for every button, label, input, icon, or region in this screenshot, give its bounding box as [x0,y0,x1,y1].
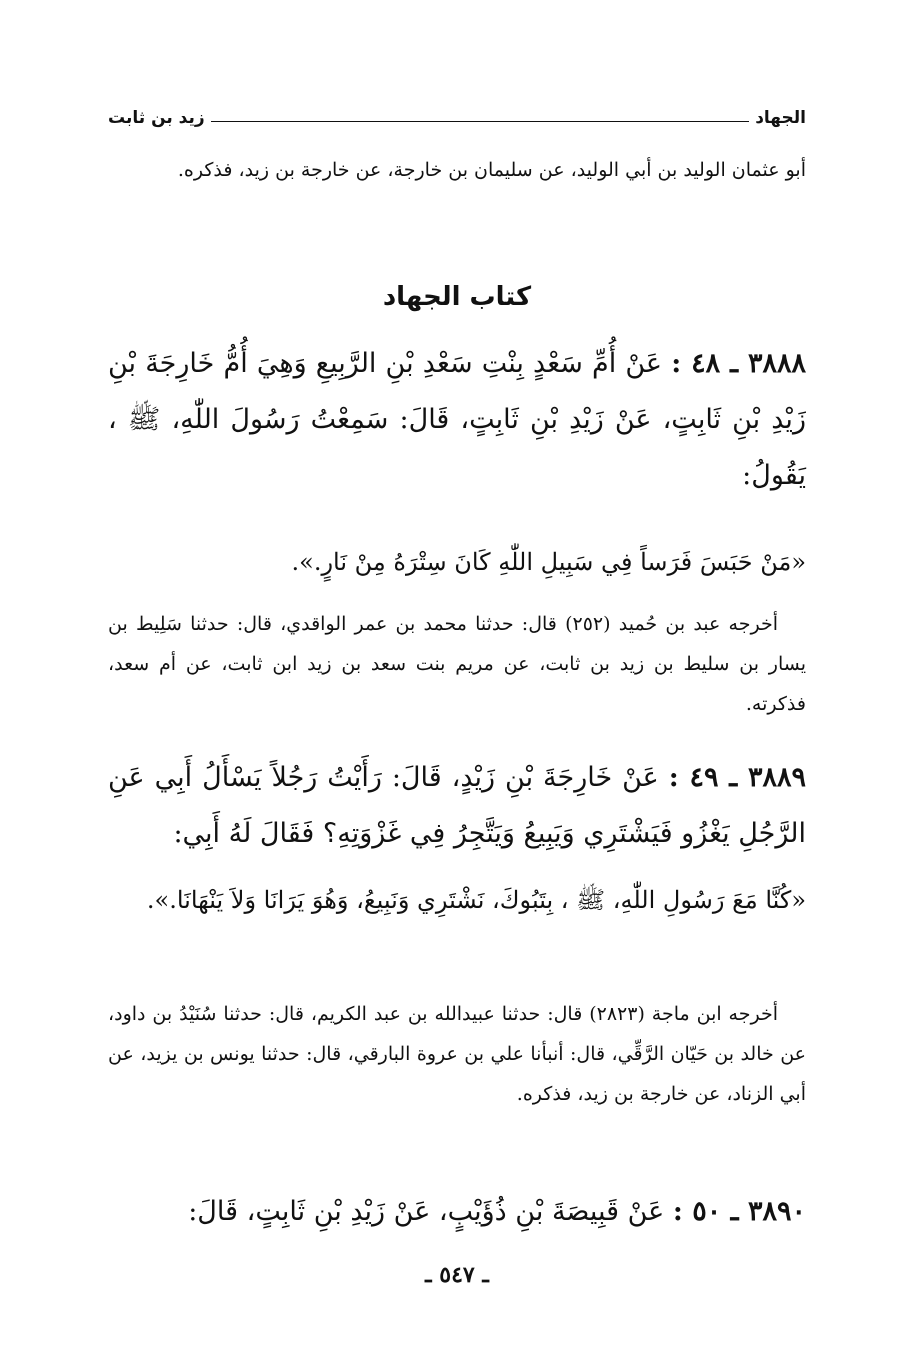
hadith-48-text: «مَنْ حَبَسَ فَرَساً فِي سَبِيلِ اللّٰهِ كَانَ سِتْرَهُ مِنْ نَارٍ.». [291,548,806,576]
hadith-49-number: ٣٨٨٩ ـ ٤٩ : [668,762,807,793]
takhrij-49: أخرجه ابن ماجة (٢٨٢٣) قال: حدثنا عبيدالله بن عبد الكريم، قال: حدثنا سُنَيْدُ بن داود، عن خالد بن حَيّان الرَّقِّي، قال: أنبأنا علي بن عروة البارقي، قال: حدثنا يونس بن يزيد، عن أبي الزناد، عن خارجة بن زيد، فذكره. [108,1003,806,1105]
hadith-50-number: ٣٨٩٠ ـ ٥٠ : [672,1196,806,1227]
header-chapter: الجهاد [755,108,806,128]
takhrij-48: أخرجه عبد بن حُميد (٢٥٢) قال: حدثنا محمد بن عمر الواقدي، قال: حدثنا سَلِيط بن يسار بن سليط بن زيد بن ثابت، عن مريم بنت سعد بن زيد ابن ثابت، عن أم سعد، فذكرته. [108,613,806,715]
header-section: زيد بن ثابت [108,108,205,128]
hadith-48 [108,336,806,504]
hadith-49-chain: عَنْ خَارِجَةَ بْنِ زَيْدٍ، قَالَ: رَأَيْتُ رَجُلاً يَسْأَلُ أَبِي عَنِ الرَّجُلِ يَغْزُو فَيَشْتَرِي وَيَبِيعُ وَيَتَّجِرُ فِي غَزْوَتِهِ؟ فَقَالَ لَهُ أَبِي: [108,762,806,849]
book-title: كتاب الجهاد [382,282,532,312]
hadith-49-text: «كُنَّا مَعَ رَسُولِ اللّٰهِ، ﷺ ، بِتَبُوكَ، نَشْتَرِي وَنَبِيعُ، وَهُوَ يَرَانَا وَلاَ يَنْهَانَا.». [146,886,806,914]
hadith-50 [108,1184,806,1240]
header-rule [211,121,750,122]
running-header [108,104,806,132]
hadith-49 [108,750,806,862]
hadith-48-chain: عَنْ أُمِّ سَعْدٍ بِنْتِ سَعْدِ بْنِ الرَّبِيعِ وَهِيَ أُمُّ خَارِجَةَ بْنِ زَيْدِ بْنِ ثَابِتٍ، عَنْ زَيْدِ بْنِ ثَابِتٍ، قَالَ: سَمِعْتُ رَسُولَ اللّٰهِ، ﷺ ، يَقُولُ: [108,348,806,491]
hadith-48-number: ٣٨٨٨ ـ ٤٨ : [671,348,807,379]
hadith-50-chain: عَنْ قَبِيصَةَ بْنِ ذُؤَيْبٍ، عَنْ زَيْدِ بْنِ ثَابِتٍ، قَالَ: [188,1196,665,1227]
page-number: ـ ٥٤٧ ـ [425,1262,489,1288]
intro-paragraph: أبو عثمان الوليد بن أبي الوليد، عن سليمان بن خارجة، عن خارجة بن زيد، فذكره. [177,159,806,181]
